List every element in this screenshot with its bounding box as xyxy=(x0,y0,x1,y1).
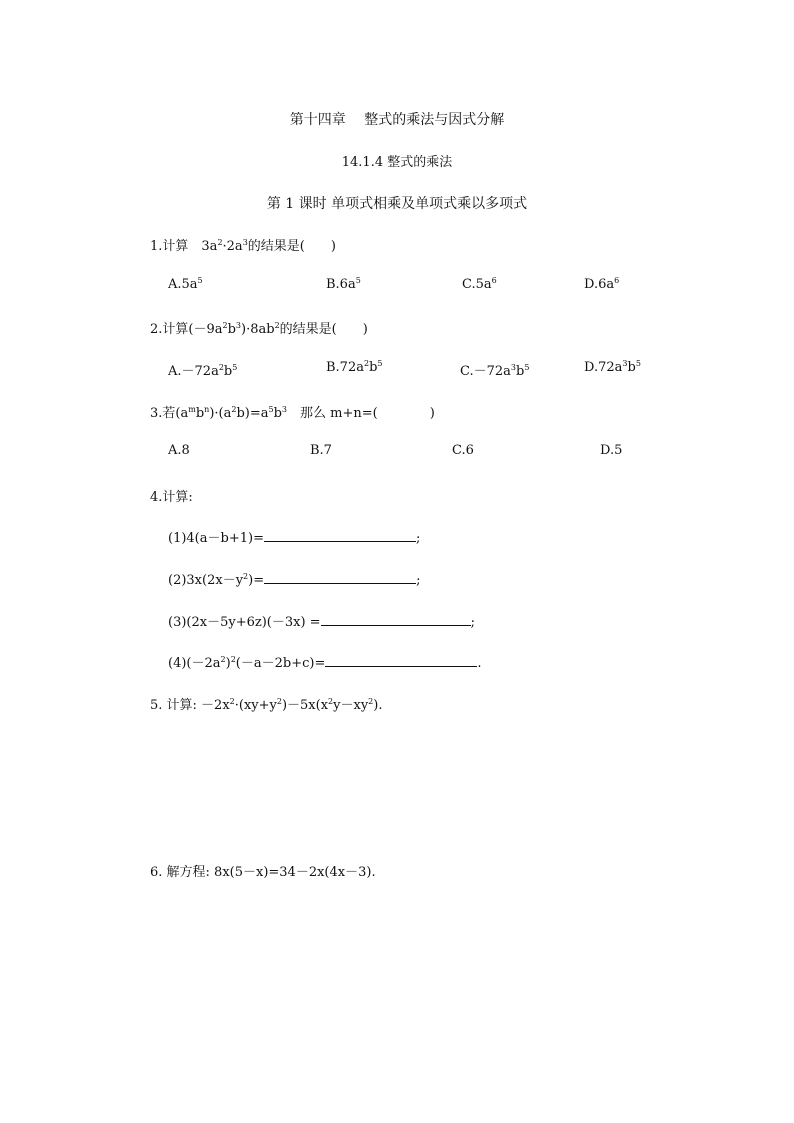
lesson-title: 第 1 课时 单项式相乘及单项式乘以多项式 xyxy=(266,196,528,212)
question-3-option-a: A.8 xyxy=(168,443,190,458)
question-5: 5. 计算: $-2x^2\cdot(xy+y^2)-5x(x^2y-xy^2)$. xyxy=(150,697,383,713)
question-1-stem: 1.计算 $3a^2\cdot 2a^3$的结果是( ) xyxy=(150,238,336,254)
question-4-part-1: (1)4(a－b+1)= ; xyxy=(168,531,421,546)
question-2-option-c: $C.-72a^3b^5$ xyxy=(460,363,530,379)
question-3-option-c: C.6 xyxy=(452,443,474,458)
section-title: 14.1.4 整式的乘法 xyxy=(341,155,453,170)
question-1-option-b: $B.6a^5$ xyxy=(326,276,361,292)
question-1-option-d: $D.6a^6$ xyxy=(584,276,620,292)
answer-blank[interactable] xyxy=(264,530,416,542)
question-4-part-2: $(2)3x(2x-y^2)=$ ; xyxy=(168,572,421,588)
question-2-option-b: $B.72a^2b^5$ xyxy=(326,359,383,375)
question-4-part-4: $(4)(-2a^2)^2(-a-2b+c)=$ . xyxy=(168,655,482,671)
answer-blank[interactable] xyxy=(325,655,477,667)
answer-blank[interactable] xyxy=(321,614,471,626)
question-3-stem: 3.若$(a^mb^n)\cdot(a^2b)=a^5b^3$ 那么 m+n=( ) xyxy=(150,405,435,421)
question-6: 6. 解方程: 8x(5－x)=34－2x(4x－3). xyxy=(150,865,376,880)
question-4-part-3: (3)(2x－5y+6z)(－3x) = ; xyxy=(168,615,475,630)
question-3-option-b: B.7 xyxy=(310,443,332,458)
question-4-title: 4.计算: xyxy=(150,490,193,505)
question-1-option-c: $C.5a^6$ xyxy=(462,276,497,292)
question-2-option-d: $D.72a^3b^5$ xyxy=(584,359,641,375)
question-2-stem: 2.计算$(-9a^2b^3)\cdot 8ab^2$的结果是( ) xyxy=(150,321,368,337)
chapter-title: 第十四章 整式的乘法与因式分解 xyxy=(289,112,505,128)
answer-blank[interactable] xyxy=(264,572,416,584)
question-3-option-d: D.5 xyxy=(600,443,623,458)
question-2-option-a: $A.-72a^2b^5$ xyxy=(168,363,238,379)
question-1-option-a: $A.5a^5$ xyxy=(168,276,203,292)
